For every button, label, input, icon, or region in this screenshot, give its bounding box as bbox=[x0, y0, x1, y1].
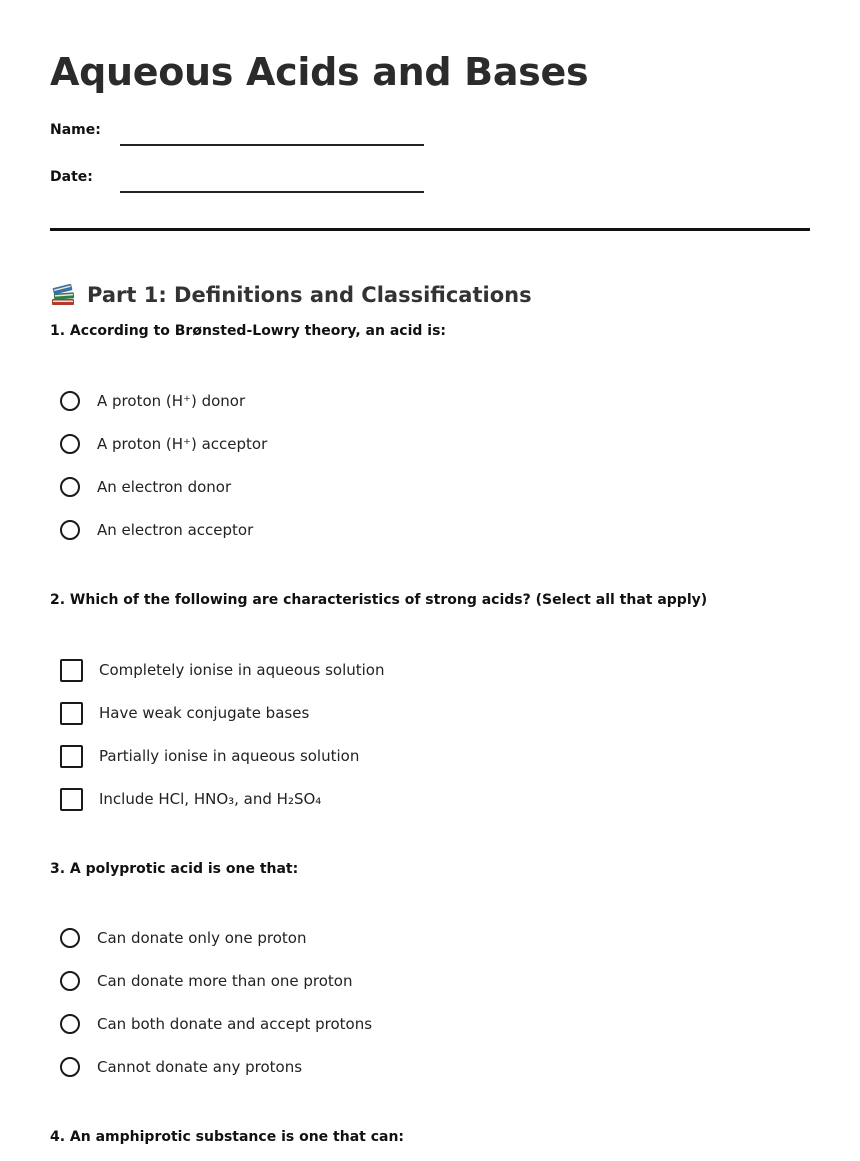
q1-option-4[interactable] bbox=[60, 517, 253, 543]
question-3: 3. A polyprotic acid is one that: bbox=[50, 861, 299, 877]
checkbox[interactable] bbox=[60, 788, 83, 811]
q2-option-1[interactable] bbox=[60, 657, 385, 683]
radio-button[interactable] bbox=[60, 520, 80, 540]
radio-button[interactable] bbox=[60, 971, 80, 991]
q3-option-4[interactable] bbox=[60, 1054, 302, 1080]
option-label: Partially ionise in aqueous solution bbox=[99, 747, 360, 765]
option-label: Completely ionise in aqueous solution bbox=[99, 661, 385, 679]
date-label: Date: bbox=[50, 169, 93, 185]
section-heading-part-1 bbox=[50, 283, 532, 307]
question-2: 2. Which of the following are characteristics of strong acids? (Select all that apply) bbox=[50, 592, 708, 608]
option-label: An electron donor bbox=[97, 478, 232, 496]
option-label: Can donate only one proton bbox=[97, 929, 307, 947]
date-input[interactable] bbox=[120, 189, 424, 193]
radio-button[interactable] bbox=[60, 434, 80, 454]
checkbox[interactable] bbox=[60, 702, 83, 725]
q1-option-1[interactable] bbox=[60, 388, 245, 414]
q3-option-3[interactable] bbox=[60, 1011, 372, 1037]
option-label: Can both donate and accept protons bbox=[97, 1015, 373, 1033]
section-heading-text: Part 1: Definitions and Classifications bbox=[87, 283, 532, 308]
option-label: Have weak conjugate bases bbox=[99, 704, 310, 722]
page-title: Aqueous Acids and Bases bbox=[50, 50, 589, 94]
option-label: A proton (H⁺) donor bbox=[97, 392, 246, 410]
name-label: Name: bbox=[50, 122, 101, 138]
header-divider bbox=[50, 228, 810, 231]
option-label: Cannot donate any protons bbox=[97, 1058, 303, 1076]
radio-button[interactable] bbox=[60, 1014, 80, 1034]
question-4: 4. An amphiprotic substance is one that can: bbox=[50, 1129, 405, 1145]
q2-option-3[interactable] bbox=[60, 743, 359, 769]
question-1: 1. According to Brønsted-Lowry theory, an acid is: bbox=[50, 323, 447, 339]
checkbox[interactable] bbox=[60, 659, 83, 682]
radio-button[interactable] bbox=[60, 1057, 80, 1077]
radio-button[interactable] bbox=[60, 391, 80, 411]
option-label: Can donate more than one proton bbox=[97, 972, 353, 990]
q3-option-2[interactable] bbox=[60, 968, 352, 994]
q3-option-1[interactable] bbox=[60, 925, 307, 951]
option-label: Include HCl, HNO₃, and H₂SO₄ bbox=[99, 790, 322, 808]
radio-button[interactable] bbox=[60, 477, 80, 497]
books-icon bbox=[50, 283, 76, 307]
q2-option-4[interactable] bbox=[60, 786, 321, 812]
option-label: An electron acceptor bbox=[97, 521, 254, 539]
q2-option-2[interactable] bbox=[60, 700, 309, 726]
q1-option-2[interactable] bbox=[60, 431, 267, 457]
radio-button[interactable] bbox=[60, 928, 80, 948]
option-label: A proton (H⁺) acceptor bbox=[97, 435, 268, 453]
q1-option-3[interactable] bbox=[60, 474, 231, 500]
name-input[interactable] bbox=[120, 142, 424, 146]
checkbox[interactable] bbox=[60, 745, 83, 768]
